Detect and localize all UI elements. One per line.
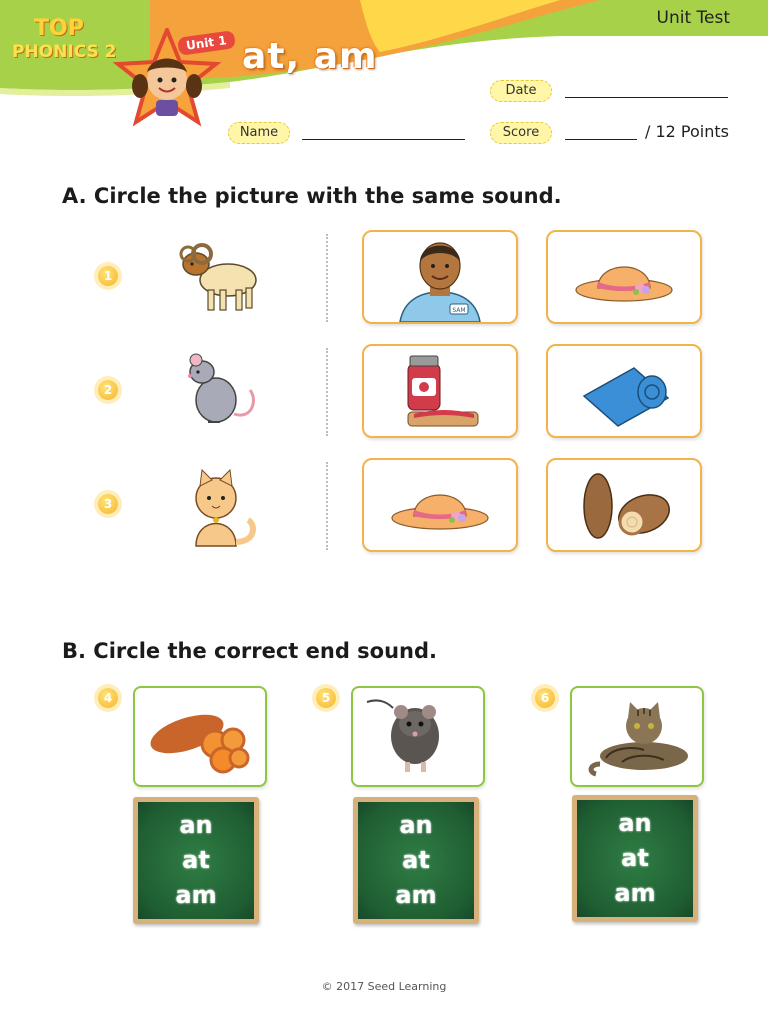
photo-rat[interactable] xyxy=(351,686,485,787)
choice-hat-2[interactable] xyxy=(362,458,518,552)
choice-yam[interactable] xyxy=(546,458,702,552)
name-tag-text: SAM xyxy=(452,307,466,314)
date-field[interactable] xyxy=(565,97,728,98)
jam-icon xyxy=(364,346,516,436)
name-label: Name xyxy=(228,122,290,144)
rat-photo-icon xyxy=(353,688,483,785)
date-label: Date xyxy=(490,80,552,102)
question-number-5: 5 xyxy=(316,688,336,708)
mat-icon xyxy=(548,346,700,436)
option-am[interactable]: am xyxy=(395,881,437,909)
question-number-4: 4 xyxy=(98,688,118,708)
unit-test-label: Unit Test xyxy=(656,8,730,28)
name-field[interactable] xyxy=(302,139,465,140)
brand-logo-phonics: PHONICS 2 xyxy=(12,42,117,62)
question-number-3: 3 xyxy=(98,494,118,514)
option-at[interactable]: at xyxy=(621,844,649,872)
rat-icon xyxy=(172,350,262,432)
choice-hat-1[interactable] xyxy=(546,230,702,324)
score-field[interactable] xyxy=(565,139,637,140)
row-divider xyxy=(326,234,328,322)
cat-photo-icon xyxy=(572,688,702,785)
option-an[interactable]: an xyxy=(399,811,433,839)
chalkboard-5 xyxy=(353,797,479,924)
option-an[interactable]: an xyxy=(618,809,652,837)
yam-photo-icon xyxy=(135,688,265,785)
option-at[interactable]: at xyxy=(402,846,430,874)
hat-icon xyxy=(548,232,700,322)
brand-logo-top: TOP xyxy=(34,16,84,41)
question-number-1: 1 xyxy=(98,266,118,286)
option-an[interactable]: an xyxy=(179,811,213,839)
ram-icon xyxy=(176,234,266,316)
option-am[interactable]: am xyxy=(175,881,217,909)
chalkboard-6 xyxy=(572,795,698,922)
boy-sam-icon xyxy=(364,232,516,322)
chalkboard-4 xyxy=(133,797,259,924)
photo-sweet-potato[interactable] xyxy=(133,686,267,787)
photo-cat[interactable] xyxy=(570,686,704,787)
question-number-2: 2 xyxy=(98,380,118,400)
points-total: / 12 Points xyxy=(645,122,729,141)
copyright-footer: © 2017 Seed Learning xyxy=(321,980,447,993)
choice-sam-boy[interactable] xyxy=(362,230,518,324)
question-number-6: 6 xyxy=(535,688,555,708)
section-a-heading: A. Circle the picture with the same sound. xyxy=(62,184,562,208)
yam-icon xyxy=(548,460,700,550)
row-divider xyxy=(326,348,328,436)
score-label: Score xyxy=(490,122,552,144)
unit-badge: Unit 1 xyxy=(177,30,236,56)
unit-title: at, am xyxy=(242,36,378,77)
option-at[interactable]: at xyxy=(182,846,210,874)
hat-icon xyxy=(364,460,516,550)
choice-mat[interactable] xyxy=(546,344,702,438)
cat-icon xyxy=(176,464,266,554)
row-divider xyxy=(326,462,328,550)
option-am[interactable]: am xyxy=(614,879,656,907)
choice-jam[interactable] xyxy=(362,344,518,438)
section-b-heading: B. Circle the correct end sound. xyxy=(62,639,438,663)
